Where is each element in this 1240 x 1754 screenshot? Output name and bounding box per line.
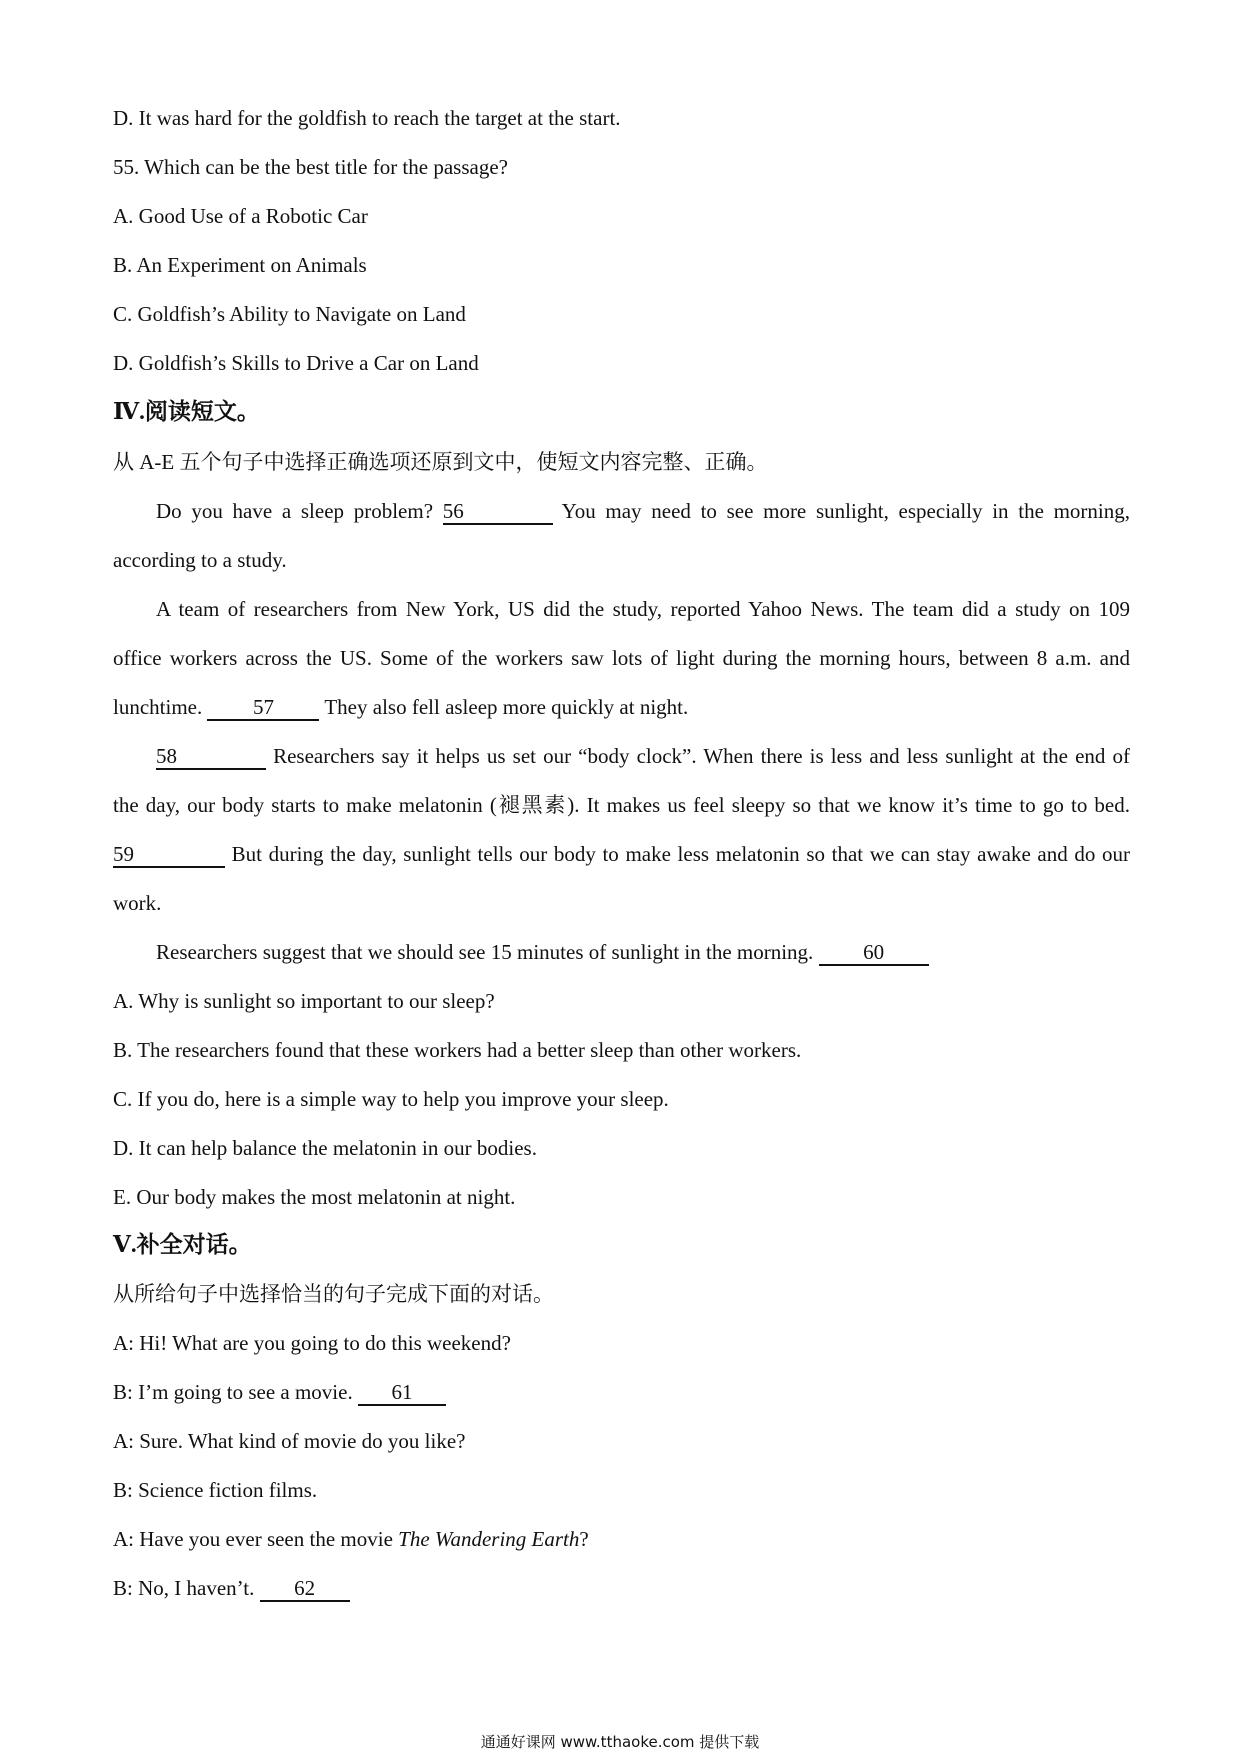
passage-text: They also fell asleep more quickly at night. bbox=[319, 695, 689, 719]
q55-option-a: A. Good Use of a Robotic Car bbox=[113, 204, 368, 228]
q55-option-c: C. Goldfish’s Ability to Navigate on Land bbox=[113, 302, 466, 326]
answer-blank-59[interactable]: 59 bbox=[113, 842, 225, 868]
answer-blank-62[interactable]: 62 bbox=[260, 1576, 350, 1602]
passage-line: the day, our body starts to make melatonin (褪黑素). It makes us feel sleepy so that we know it’s time to go to bed. bbox=[113, 793, 1130, 817]
passage-line bbox=[113, 693, 1130, 721]
q55-option-d: D. Goldfish’s Skills to Drive a Car on Land bbox=[113, 351, 479, 375]
dialogue-line: A: Sure. What kind of movie do you like? bbox=[113, 1429, 466, 1453]
dialogue-line: A: Hi! What are you going to do this weekend? bbox=[113, 1331, 511, 1355]
passage-text: Do you have a sleep problem? bbox=[156, 499, 443, 523]
answer-blank-56[interactable]: 56 bbox=[443, 499, 553, 525]
q55-question: 55. Which can be the best title for the passage? bbox=[113, 155, 508, 179]
passage-line: office workers across the US. Some of the workers saw lots of light during the morning hours, between 8 a.m. and bbox=[113, 646, 1130, 670]
page-footer: 通通好课网 www.tthaoke.com 提供下载 bbox=[480, 1733, 760, 1751]
dialogue-text: B: I’m going to see a movie. bbox=[113, 1380, 358, 1404]
section5-heading: Ⅴ.补全对话。 bbox=[113, 1232, 252, 1257]
dialogue-line bbox=[113, 1525, 1130, 1553]
passage-line bbox=[156, 497, 1130, 525]
option-a: A. Why is sunlight so important to our sleep? bbox=[113, 989, 495, 1013]
option-d: D. It can help balance the melatonin in our bodies. bbox=[113, 1136, 537, 1160]
movie-title: The Wandering Earth bbox=[398, 1527, 580, 1551]
section4-instruction: 从 A-E 五个句子中选择正确选项还原到文中，使短文内容完整、正确。 bbox=[113, 450, 768, 474]
option-e: E. Our body makes the most melatonin at night. bbox=[113, 1185, 516, 1209]
passage-line bbox=[156, 938, 1130, 966]
passage-line bbox=[113, 840, 1130, 868]
dialogue-line: B: Science fiction films. bbox=[113, 1478, 318, 1502]
dialogue-line bbox=[113, 1378, 1130, 1406]
passage-text: But during the day, sunlight tells our body to make less melatonin so that we can stay awake and do our bbox=[225, 842, 1130, 866]
answer-blank-58[interactable]: 58 bbox=[156, 744, 266, 770]
passage-text: lunchtime. bbox=[113, 695, 208, 719]
passage-line: A team of researchers from New York, US did the study, reported Yahoo News. The team did a study on 109 bbox=[156, 597, 1130, 621]
passage-text: You may need to see more sunlight, especially in the morning, bbox=[552, 499, 1130, 523]
dialogue-line bbox=[113, 1574, 1130, 1602]
passage-text: Researchers say it helps us set our “body clock”. When there is less and less sunlight at the end of bbox=[266, 744, 1130, 768]
section4-heading: Ⅳ.阅读短文。 bbox=[113, 399, 260, 424]
answer-blank-57[interactable]: 57 bbox=[207, 695, 319, 721]
q54-option-d: D. It was hard for the goldfish to reach the target at the start. bbox=[113, 106, 621, 130]
option-c: C. If you do, here is a simple way to help you improve your sleep. bbox=[113, 1087, 669, 1111]
dialogue-text: B: No, I haven’t. bbox=[113, 1576, 260, 1600]
section5-instruction: 从所给句子中选择恰当的句子完成下面的对话。 bbox=[113, 1282, 554, 1306]
answer-blank-60[interactable]: 60 bbox=[819, 940, 929, 966]
passage-line: according to a study. bbox=[113, 548, 287, 572]
dialogue-text: ? bbox=[579, 1527, 589, 1551]
passage-text: Researchers suggest that we should see 15 minutes of sunlight in the morning. bbox=[156, 940, 819, 964]
option-b: B. The researchers found that these workers had a better sleep than other workers. bbox=[113, 1038, 802, 1062]
dialogue-text: A: Have you ever seen the movie bbox=[113, 1527, 399, 1551]
answer-blank-61[interactable]: 61 bbox=[358, 1380, 446, 1406]
passage-line bbox=[156, 742, 1130, 770]
passage-line: work. bbox=[113, 891, 162, 915]
q55-option-b: B. An Experiment on Animals bbox=[113, 253, 367, 277]
